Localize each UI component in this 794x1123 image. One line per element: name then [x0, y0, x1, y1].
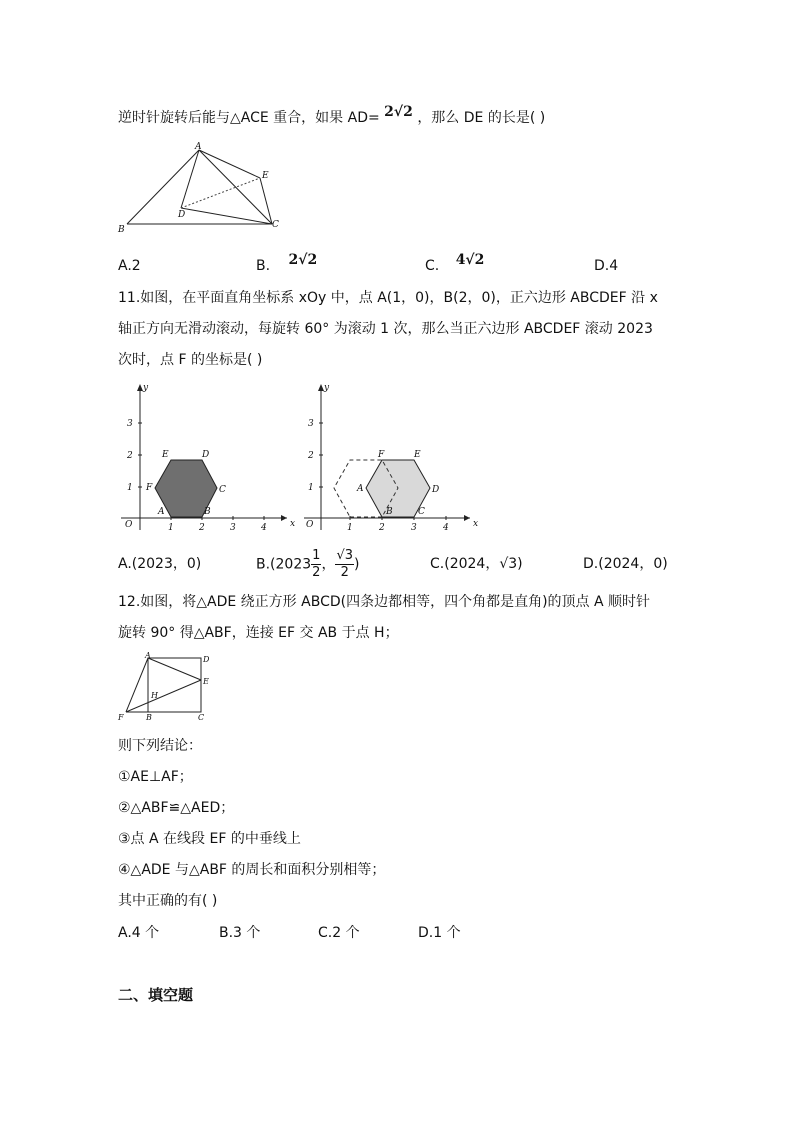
q11-option-c: C.(2024，√3) [430, 556, 523, 572]
q12-conclusion-2: ②△ABF≌△AED； [118, 800, 235, 816]
q10-option-a: A.2 [118, 258, 141, 274]
svg-text:F: F [146, 483, 153, 493]
svg-text:3: 3 [127, 419, 133, 429]
svg-text:A: A [158, 507, 165, 517]
q10-ad-value: 2√2 [384, 104, 413, 120]
q12-line2: 旋转 90° 得△ABF，连接 EF 交 AB 于点 H； [118, 625, 399, 641]
svg-text:D: D [202, 450, 210, 460]
svg-text:x: x [473, 519, 478, 529]
q10-option-b: B. 2√2 [256, 252, 318, 274]
svg-text:D: D [203, 655, 210, 664]
svg-text:D: D [432, 485, 440, 495]
svg-text:O: O [306, 520, 314, 530]
q10-label-b: B [118, 225, 125, 235]
q12-conclusion-1: ①AE⊥AF； [118, 769, 193, 785]
svg-text:A: A [145, 651, 151, 660]
svg-text:1: 1 [347, 523, 353, 533]
svg-text:E: E [162, 450, 169, 460]
q10-triangle-figure [115, 140, 285, 235]
svg-text:E: E [203, 677, 209, 686]
q12-option-a: A.4 个 [118, 925, 160, 941]
q11-option-d: D.(2024，0) [583, 556, 668, 572]
q10-label-e: E [262, 171, 269, 181]
q11-line3: 次时，点 F 的坐标是( ) [118, 352, 263, 368]
svg-text:2: 2 [308, 451, 314, 461]
svg-text:B: B [386, 507, 393, 517]
q12-option-d: D.1 个 [418, 925, 461, 941]
svg-text:y: y [324, 383, 330, 393]
q12-question: 其中正确的有( ) [118, 893, 218, 909]
q10-label-a: A [195, 142, 202, 152]
svg-text:x: x [290, 519, 295, 529]
svg-text:F: F [378, 450, 385, 460]
svg-text:1: 1 [168, 523, 174, 533]
q12-conclusion-3: ③点 A 在线段 EF 的中垂线上 [118, 831, 301, 847]
q11-left-figure [115, 380, 295, 535]
svg-text:2: 2 [127, 451, 133, 461]
q12-option-c: C.2 个 [318, 925, 360, 941]
svg-text:E: E [414, 450, 421, 460]
q12-intro: 则下列结论： [118, 738, 202, 754]
svg-text:1: 1 [127, 483, 133, 493]
q11-line1: 11.如图，在平面直角坐标系 xOy 中，点 A(1，0)，B(2，0)，正六边形 ABCDEF 沿 x [118, 290, 658, 306]
svg-text:C: C [198, 713, 205, 722]
svg-text:B: B [146, 713, 152, 722]
q12-conclusion-4: ④△ADE 与△ABF 的周长和面积分别相等； [118, 862, 386, 878]
svg-text:y: y [143, 383, 149, 393]
q10-option-d: D.4 [594, 258, 619, 274]
q10-line1: 逆时针旋转后能与△ACE 重合，如果 AD= 2√2 ，那么 DE 的长是( ) [118, 104, 546, 126]
q11-right-figure [298, 380, 478, 535]
q11-line2: 轴正方向无滑动滚动，每旋转 60° 为滚动 1 次，那么当正六边形 ABCDEF 滚动 2023 [118, 321, 653, 337]
svg-text:2: 2 [379, 523, 385, 533]
q12-line1: 12.如图，将△ADE 绕正方形 ABCD(四条边都相等，四个角都是直角)的顶点 A 顺时针 [118, 594, 651, 610]
svg-text:3: 3 [411, 523, 417, 533]
q10-label-c: C [272, 220, 279, 230]
svg-text:2: 2 [199, 523, 205, 533]
svg-text:1: 1 [308, 483, 314, 493]
svg-text:A: A [357, 484, 364, 494]
q10-option-c: C. 4√2 [425, 252, 485, 274]
svg-text:F: F [118, 713, 124, 722]
svg-text:O: O [125, 520, 133, 530]
q10-label-d: D [178, 210, 186, 220]
svg-text:C: C [418, 507, 425, 517]
svg-text:3: 3 [308, 419, 314, 429]
svg-text:3: 3 [230, 523, 236, 533]
q12-square-figure [116, 650, 221, 725]
q12-option-b: B.3 个 [219, 925, 261, 941]
svg-text:4: 4 [443, 523, 449, 533]
svg-text:4: 4 [261, 523, 267, 533]
svg-text:H: H [151, 691, 158, 700]
q11-option-b: B.(2023 $\frac{1}{2}$ ， $\frac{√3}{2}$ ) [256, 548, 360, 580]
svg-text:C: C [219, 485, 226, 495]
section-title-fill-in: 二、填空题 [118, 986, 194, 1004]
svg-text:B: B [204, 507, 211, 517]
q11-option-a: A.(2023，0) [118, 556, 202, 572]
